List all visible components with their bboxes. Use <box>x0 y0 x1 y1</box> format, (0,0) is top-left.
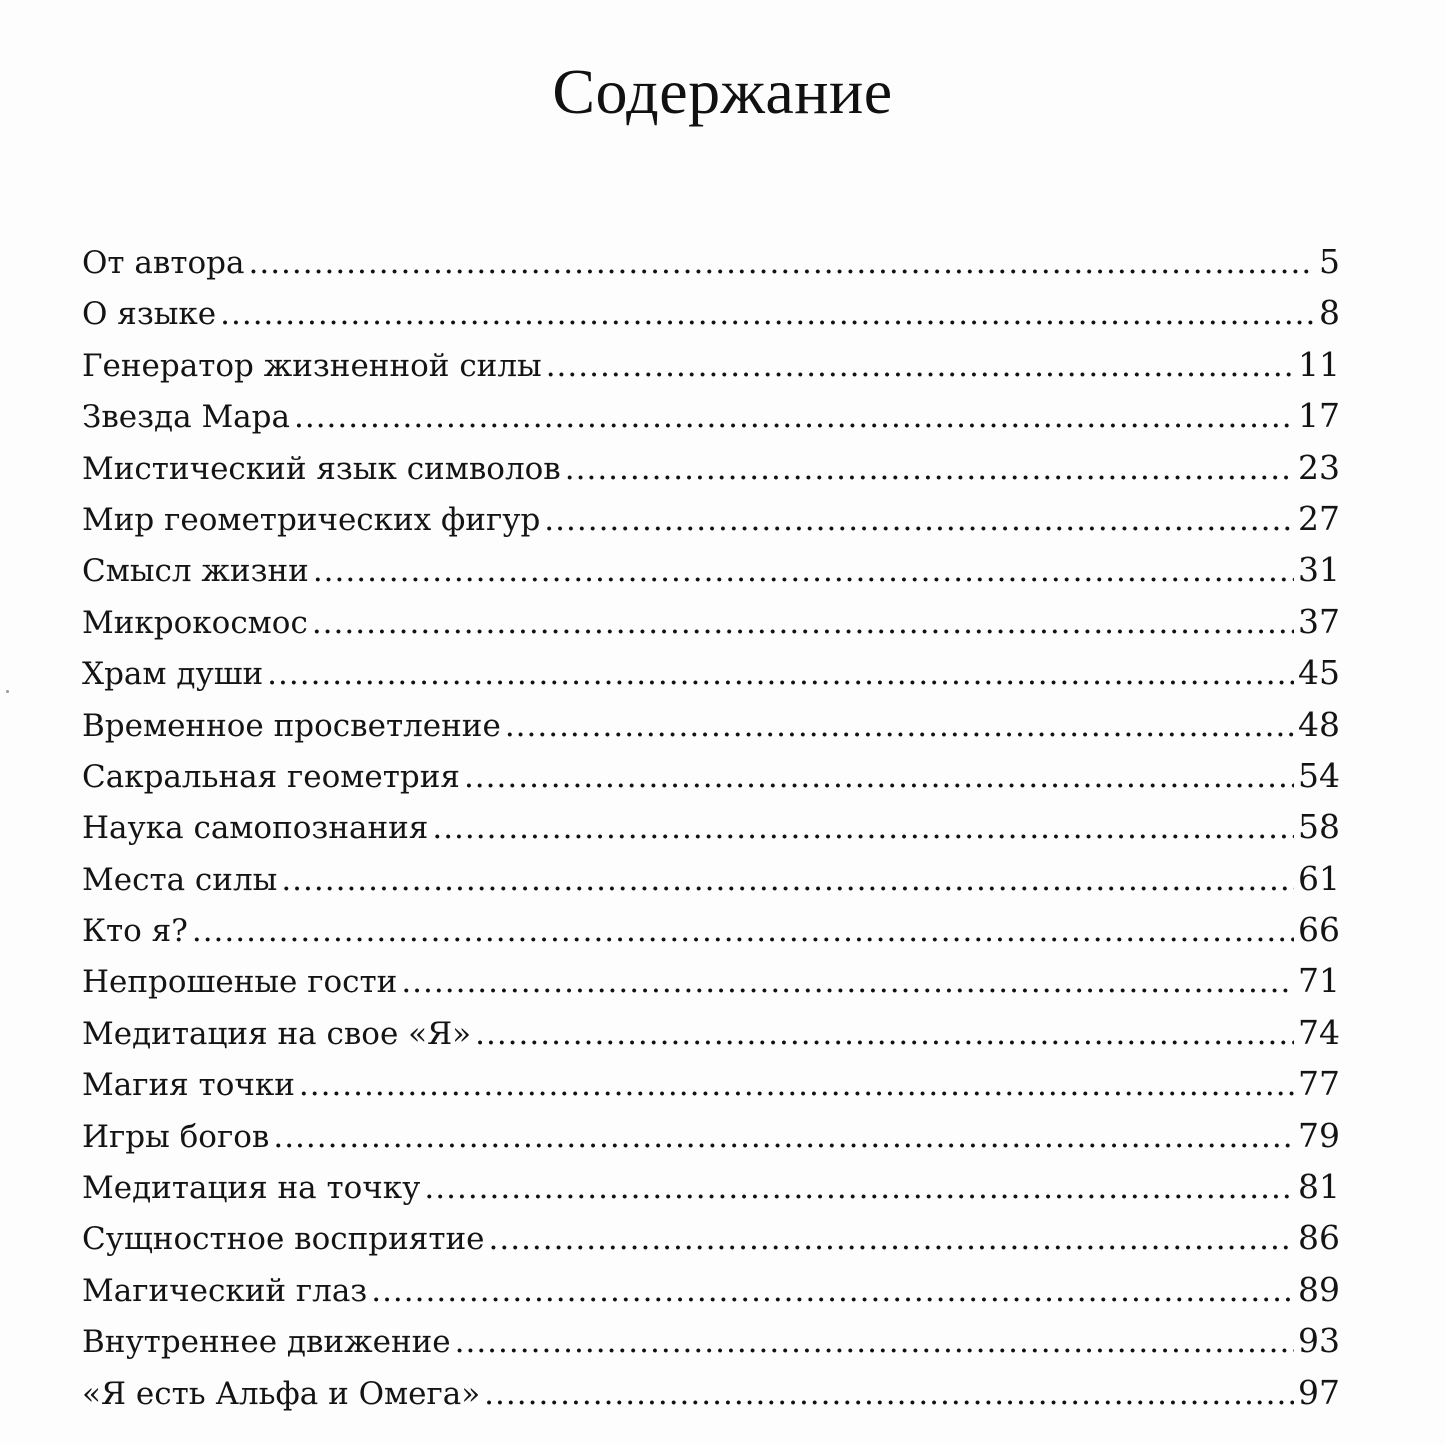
toc-entry-title: О языке <box>82 296 217 333</box>
toc-entry-title: Сущностное восприятие <box>82 1221 485 1258</box>
toc-entry-title: Магический глаз <box>82 1272 368 1309</box>
toc-entry-page-number: 8 <box>1319 293 1340 333</box>
toc-entry <box>82 442 1340 493</box>
toc-entry <box>82 287 1340 338</box>
toc-entry-title: Микрокосмос <box>82 604 308 641</box>
toc-entry-title: От автора <box>82 245 245 281</box>
toc-entry-page-number: 45 <box>1298 653 1340 693</box>
toc-entry <box>82 544 1340 595</box>
toc-entry-page-number: 31 <box>1298 550 1340 590</box>
toc-dot-leader <box>312 598 1294 649</box>
toc-entry <box>82 853 1340 904</box>
toc-dot-leader <box>220 289 1315 340</box>
toc-entry-title: Кто я? <box>82 913 188 950</box>
toc-entry-page-number: 54 <box>1298 755 1340 795</box>
toc-entry <box>82 904 1340 955</box>
toc-dot-leader <box>249 238 1316 289</box>
toc-entry-title: «Я есть Альфа и Омега» <box>82 1375 481 1412</box>
toc-entry-page-number: 97 <box>1298 1372 1340 1412</box>
toc-entry-page-number: 89 <box>1298 1269 1340 1309</box>
toc-dot-leader <box>544 495 1294 546</box>
toc-entry <box>82 1315 1340 1366</box>
toc-entry <box>82 750 1340 801</box>
toc-entry-title: Мистический язык символов <box>82 450 561 487</box>
toc-entry <box>82 1110 1340 1161</box>
toc-dot-leader <box>484 1369 1294 1420</box>
toc-entry-page-number: 77 <box>1298 1064 1340 1104</box>
toc-entry-title: Сакральная геометрия <box>82 758 460 795</box>
margin-speck <box>6 690 9 693</box>
toc-dot-leader <box>273 1112 1294 1163</box>
toc-entry-page-number: 58 <box>1298 807 1340 847</box>
toc-entry-title: Игры богов <box>82 1118 270 1155</box>
toc-entry <box>82 236 1340 287</box>
toc-entry-page-number: 71 <box>1298 961 1340 1001</box>
page-title: Содержание <box>552 56 893 127</box>
toc-entry-page-number: 93 <box>1298 1321 1340 1361</box>
toc-entry-title: Смысл жизни <box>82 553 309 590</box>
toc-entry-page-number: 81 <box>1298 1167 1340 1207</box>
toc-entry <box>82 699 1340 750</box>
toc-dot-leader <box>299 1060 1294 1111</box>
toc-entry-page-number: 61 <box>1298 858 1340 898</box>
toc-entry <box>82 339 1340 390</box>
table-of-contents <box>82 236 1340 1418</box>
toc-entry-title: Временное просветление <box>82 707 501 744</box>
toc-entry <box>82 955 1340 1006</box>
toc-entry <box>82 1212 1340 1263</box>
toc-entry <box>82 647 1340 698</box>
toc-entry <box>82 493 1340 544</box>
toc-entry-title: Мир геометрических фигур <box>82 501 541 538</box>
toc-dot-leader <box>432 803 1294 854</box>
toc-entry-page-number: 17 <box>1298 396 1340 436</box>
toc-entry <box>82 1058 1340 1109</box>
toc-dot-leader <box>281 855 1294 906</box>
toc-dot-leader <box>489 1214 1294 1265</box>
toc-dot-leader <box>371 1266 1294 1317</box>
toc-dot-leader <box>455 1317 1294 1368</box>
toc-entry-page-number: 11 <box>1298 344 1340 384</box>
toc-entry <box>82 596 1340 647</box>
toc-dot-leader <box>565 444 1294 495</box>
toc-entry-title: Храм души <box>82 656 264 693</box>
toc-entry <box>82 1161 1340 1212</box>
toc-dot-leader <box>192 906 1294 957</box>
toc-entry-title: Места силы <box>82 861 278 898</box>
toc-dot-leader <box>267 649 1294 700</box>
toc-dot-leader <box>424 1163 1294 1214</box>
toc-entry-title: Медитация на свое «Я» <box>82 1015 472 1052</box>
toc-entry-page-number: 23 <box>1298 447 1340 487</box>
bleed-through-line <box>925 10 1345 40</box>
toc-dot-leader <box>475 1009 1294 1060</box>
toc-entry <box>82 801 1340 852</box>
toc-entry-title: Наука самопознания <box>82 810 429 847</box>
toc-entry-page-number: 5 <box>1319 242 1340 281</box>
toc-entry-page-number: 27 <box>1298 498 1340 538</box>
toc-entry-page-number: 66 <box>1298 910 1340 950</box>
toc-dot-leader <box>546 341 1294 392</box>
toc-dot-leader <box>294 392 1294 443</box>
toc-entry-page-number: 74 <box>1298 1012 1340 1052</box>
toc-entry-page-number: 48 <box>1298 704 1340 744</box>
toc-entry-title: Внутреннее движение <box>82 1324 451 1361</box>
toc-entry <box>82 1007 1340 1058</box>
toc-dot-leader <box>313 546 1294 597</box>
toc-entry <box>82 390 1340 441</box>
toc-entry-title: Звезда Мара <box>82 399 290 436</box>
toc-dot-leader <box>401 957 1294 1008</box>
toc-entry-title: Непрошеные гости <box>82 964 398 1001</box>
toc-entry-page-number: 37 <box>1298 601 1340 641</box>
toc-dot-leader <box>464 752 1294 803</box>
toc-entry-title: Медитация на точку <box>82 1170 421 1207</box>
toc-entry-title: Генератор жизненной силы <box>82 347 542 384</box>
toc-dot-leader <box>505 701 1294 752</box>
toc-entry-page-number: 79 <box>1298 1115 1340 1155</box>
toc-entry-page-number: 86 <box>1298 1218 1340 1258</box>
toc-entry-title: Магия точки <box>82 1067 295 1104</box>
toc-entry <box>82 1367 1340 1418</box>
toc-entry <box>82 1264 1340 1315</box>
